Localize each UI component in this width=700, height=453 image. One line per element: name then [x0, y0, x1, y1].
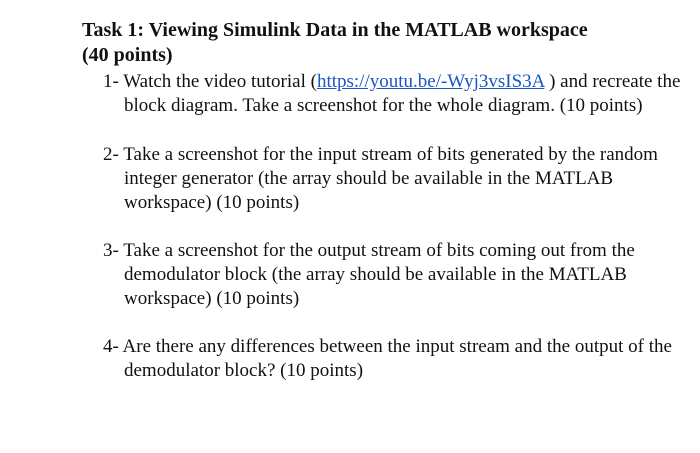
task-item-2	[82, 143, 682, 215]
task-text: Are there any differences between the input stream and the output of the demodulator block? (10 points)	[122, 336, 672, 381]
task-text-after-link: ) and recreate the block diagram. Take a screenshot for the whole diagram. (10 points)	[124, 71, 681, 116]
task-number: 1-	[103, 71, 119, 92]
task-number: 4-	[103, 336, 119, 357]
task-item-1	[82, 70, 682, 118]
task-item-3	[82, 239, 682, 311]
task-number: 2-	[103, 144, 119, 165]
task-title-line2: (40 points)	[82, 44, 173, 66]
task-title	[82, 18, 682, 68]
task-list	[82, 70, 682, 383]
task-item-4	[82, 335, 682, 383]
task-text: Take a screenshot for the input stream of bits generated by the random integer generator (the array should be available in the MATLAB workspace) (10 points)	[123, 144, 658, 213]
task-title-line1: Task 1: Viewing Simulink Data in the MATLAB workspace	[82, 19, 588, 41]
task-number: 3-	[103, 240, 119, 261]
video-tutorial-link[interactable]: https://youtu.be/-Wyj3vsIS3A	[316, 71, 545, 92]
document-page	[82, 18, 682, 383]
task-text-before-link: Watch the video tutorial (	[123, 71, 317, 92]
task-text: Take a screenshot for the output stream of bits coming out from the demodulator block (the array should be available in the MATLAB workspace) (10 points)	[123, 240, 635, 309]
